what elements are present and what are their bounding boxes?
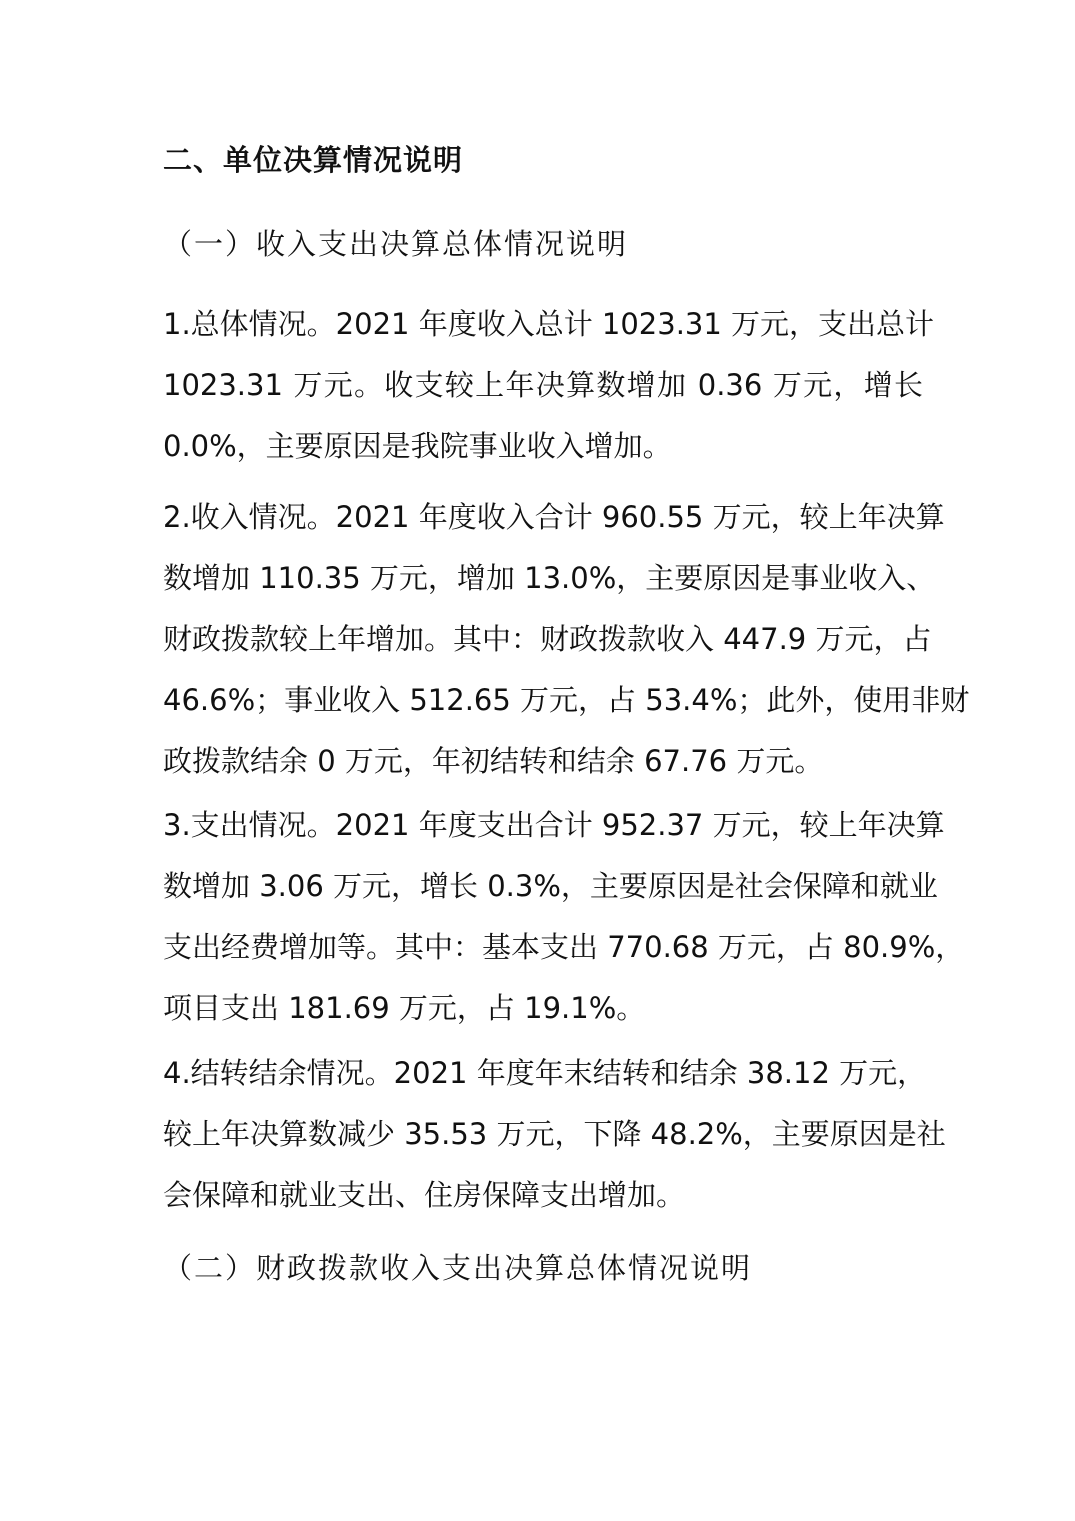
paragraph-income [163, 487, 970, 792]
paragraph-line: 1.总体情况。2021 年度收入总计 1023.31 万元，支出总计 [163, 307, 935, 341]
paragraph-line: 会保障和就业支出、住房保障支出增加。 [163, 1178, 686, 1212]
paragraph-line: 4.结转结余情况。2021 年度年末结转和结余 38.12 万元， [163, 1056, 927, 1090]
paragraph-line: 3.支出情况。2021 年度支出合计 952.37 万元，较上年决算 [163, 808, 945, 842]
paragraph-carryover [163, 1043, 946, 1226]
paragraph-line: 数增加 110.35 万元，增加 13.0%，主要原因是事业收入、 [163, 561, 936, 595]
paragraph-line: 2.收入情况。2021 年度收入合计 960.55 万元，较上年决算 [163, 500, 945, 534]
paragraph-line: 项目支出 181.69 万元，占 19.1%。 [163, 991, 646, 1025]
paragraph-line: 较上年决算数减少 35.53 万元，下降 48.2%，主要原因是社 [163, 1117, 946, 1151]
paragraph-line: 0.0%，主要原因是我院事业收入增加。 [163, 429, 672, 463]
subsection-title-1: （一）收入支出决算总体情况说明 [163, 227, 629, 261]
section-title: 二、单位决算情况说明 [163, 143, 464, 177]
paragraph-line: 支出经费增加等。其中：基本支出 770.68 万元，占 80.9%， [163, 930, 965, 964]
paragraph-overall [163, 294, 935, 477]
paragraph-line: 财政拨款较上年增加。其中：财政拨款收入 447.9 万元，占 [163, 622, 932, 656]
paragraph-line: 46.6%；事业收入 512.65 万元，占 53.4%；此外，使用非财 [163, 683, 970, 717]
paragraph-line: 数增加 3.06 万元，增长 0.3%，主要原因是社会保障和就业 [163, 869, 938, 903]
subsection-title-2: （二）财政拨款收入支出决算总体情况说明 [163, 1251, 753, 1285]
paragraph-line: 政拨款结余 0 万元，年初结转和结余 67.76 万元。 [163, 744, 824, 778]
paragraph-line: 1023.31 万元。收支较上年决算数增加 0.36 万元，增长 [163, 368, 923, 402]
paragraph-expenditure [163, 795, 965, 1039]
